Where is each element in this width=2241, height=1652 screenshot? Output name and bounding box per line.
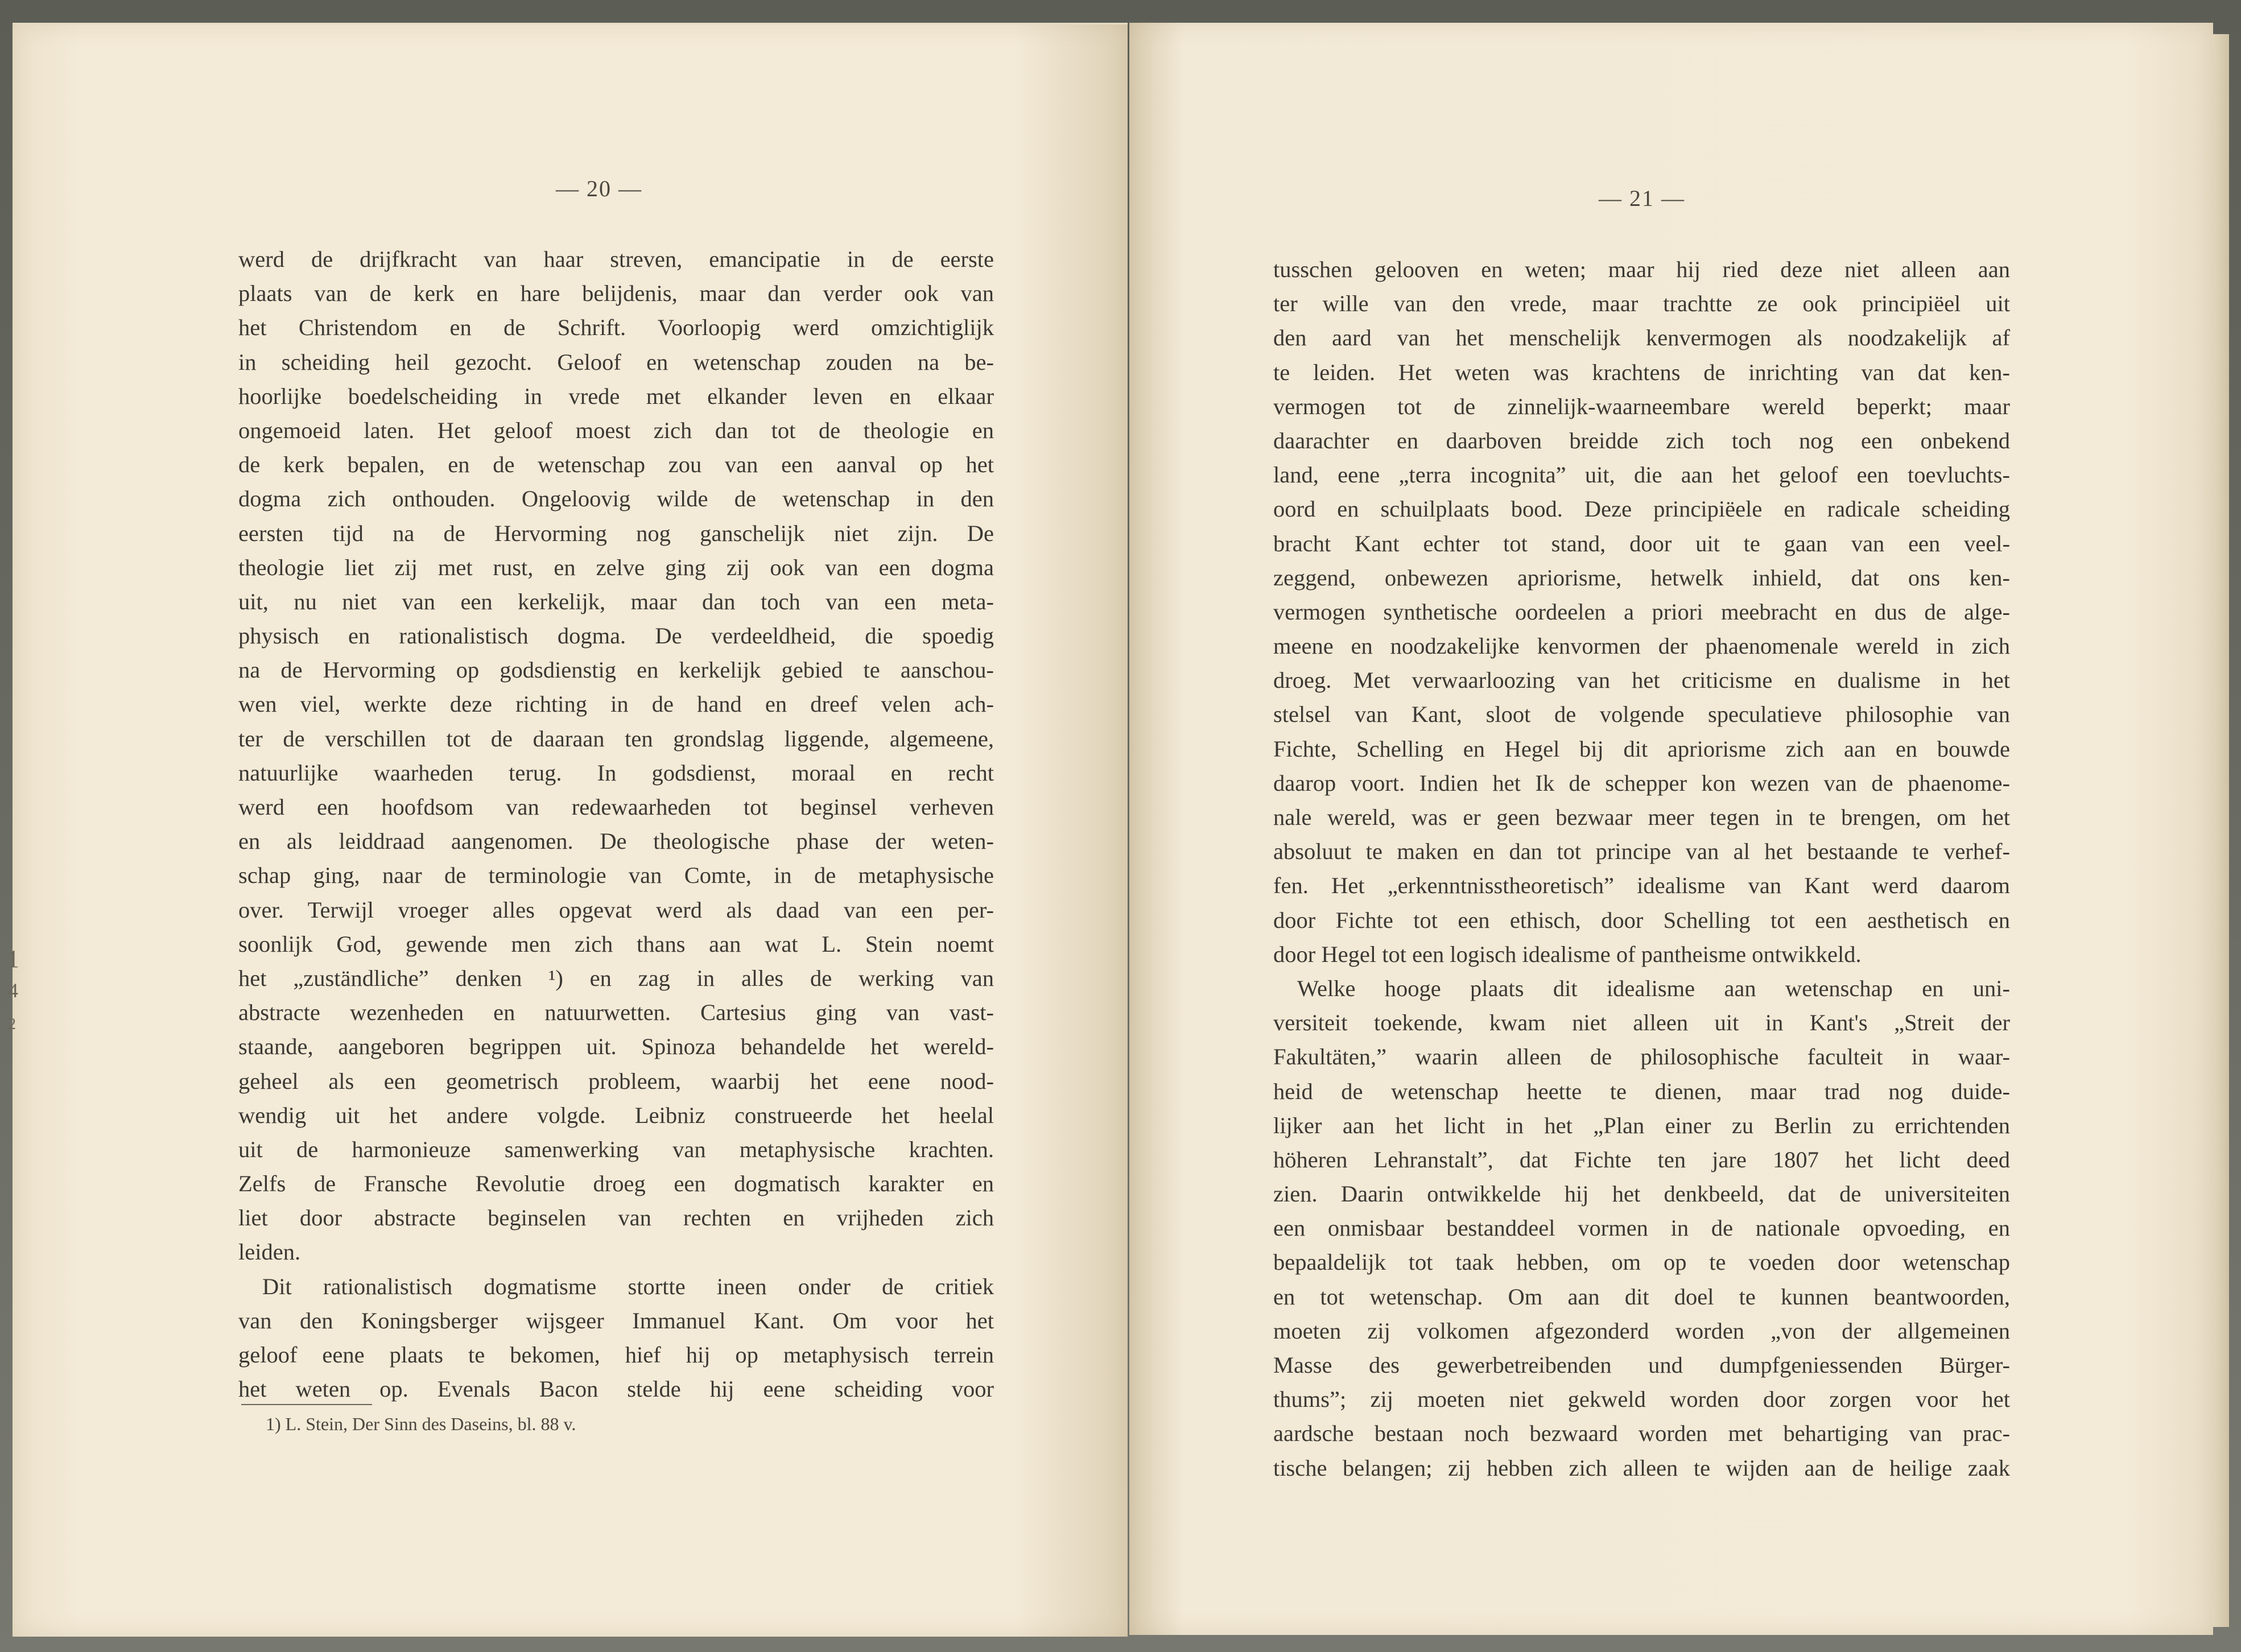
text-line: plaats van de kerk en hare belijdenis, maar dan verder ook van xyxy=(238,280,994,307)
text-line: physisch en rationalistisch dogma. De verdeeldheid, die spoedig xyxy=(238,623,994,649)
text-line: schap ging, naar de terminologie van Comte, in de metaphysische xyxy=(238,862,994,889)
text-line: bracht Kant echter tot stand, door uit te gaan van een veel- xyxy=(1273,530,2010,556)
text-line: heid de wetenschap heette te dienen, maar trad nog duide- xyxy=(1273,1078,2010,1104)
text-line: Zelfs de Fransche Revolutie droeg een dogmatisch karakter en xyxy=(238,1171,994,1197)
text-line: een onmisbaar bestanddeel vormen in de nationale opvoeding, en xyxy=(1273,1215,2010,1241)
text-line: natuurlijke waarheden terug. In godsdienst, moraal en recht xyxy=(238,759,994,786)
text-line: den aard van het menschelijk kenvermogen als noodzakelijk af xyxy=(1273,325,2010,351)
text-line: stelsel van Kant, sloot de volgende speculatieve philosophie van xyxy=(1273,701,2010,728)
right-page xyxy=(1129,23,2213,1635)
text-line: aardsche bestaan noch bezwaard worden met behartiging van prac- xyxy=(1273,1420,2010,1447)
text-line: daarachter en daarboven breidde zich toch nog een onbekend xyxy=(1273,427,2010,453)
text-line: vermogen synthetische oordeelen a priori meebracht en dus de alge- xyxy=(1273,598,2010,625)
body-text xyxy=(1273,253,2010,1485)
text-line: daarop voort. Indien het Ik de schepper kon wezen van de phaenome- xyxy=(1273,770,2010,796)
text-line: werd de drijfkracht van haar streven, emancipatie in de eerste xyxy=(238,246,994,272)
text-line: en als leiddraad aangenomen. De theologische phase der weten- xyxy=(238,828,994,854)
text-line: abstracte wezenheden en natuurwetten. Cartesius ging van vast- xyxy=(238,1000,994,1026)
text-line: lijker aan het licht in het „Plan einer zu Berlin zu errichtenden xyxy=(1273,1112,2010,1138)
page-number: — 20 — xyxy=(556,176,642,201)
text-line: Dit rationalistisch dogmatisme stortte ineen onder de critiek xyxy=(262,1273,994,1299)
text-line: na de Hervorming op godsdienstig en kerkelijk gebied te aanschou- xyxy=(238,657,994,683)
text-line: uit de harmonieuze samenwerking van metaphysische krachten. xyxy=(238,1136,994,1162)
text-line: door Fichte tot een ethisch, door Schelling tot een aesthetisch en xyxy=(1273,907,2010,933)
text-line: wendig uit het andere volgde. Leibniz construeerde het heelal xyxy=(238,1102,994,1128)
text-line: theologie liet zij met rust, en zelve ging zij ook van een dogma xyxy=(238,554,994,580)
text-line: absoluut te maken en dan tot principe van al het bestaande te verhef- xyxy=(1273,839,2010,865)
text-line: höheren Lehranstalt”, dat Fichte ten jare 1807 het licht deed xyxy=(1273,1146,2010,1172)
text-line: het „zuständliche” denken ¹) en zag in alles de werking van xyxy=(238,965,994,991)
text-line: zeggend, onbewezen apriorisme, hetwelk inhield, dat ons ken- xyxy=(1273,564,2010,590)
text-line: soonlijk God, gewende men zich thans aan wat L. Stein noemt xyxy=(238,931,994,957)
text-line: staande, aangeboren begrippen uit. Spinoza behandelde het wereld- xyxy=(238,1034,994,1060)
margin-pencil-mark: 2 xyxy=(8,1015,16,1033)
text-line: land, eene „terra incognita” uit, die aan het geloof een toevluchts- xyxy=(1273,462,2010,488)
text-line: tische belangen; zij hebben zich alleen te wijden aan de heilige zaak xyxy=(1273,1455,2010,1481)
text-line: dogma zich onthouden. Ongeloovig wilde de wetenschap in den xyxy=(238,486,994,512)
text-line: ter de verschillen tot de daaraan ten grondslag liggende, algemeene, xyxy=(238,725,994,751)
text-line: nale wereld, was er geen bezwaar meer tegen in te brengen, om het xyxy=(1273,804,2010,830)
text-line: door Hegel tot een logisch idealisme of pantheisme ontwikkeld. xyxy=(1273,941,1862,967)
text-line: liet door abstracte beginselen van rechten en vrijheden zich xyxy=(238,1205,994,1231)
text-line: in scheiding heil gezocht. Geloof en wetenschap zouden na be- xyxy=(238,349,994,375)
text-line: hoorlijke boedelscheiding in vrede met elkander leven en elkaar xyxy=(238,383,994,409)
text-line: vermogen tot de zinnelijk-waarneembare wereld beperkt; maar xyxy=(1273,393,2010,419)
text-line: bepaaldelijk tot taak hebben, om op te voeden door wetenschap xyxy=(1273,1249,2010,1275)
page-number: — 21 — xyxy=(1599,185,1685,211)
text-line: ter wille van den vrede, maar trachtte ze ook principiëel uit xyxy=(1273,291,2010,317)
text-line: uit, nu niet van een kerkelijk, maar dan toch van een meta- xyxy=(238,588,994,614)
text-line: fen. Het „erkenntnisstheoretisch” idealisme van Kant werd daarom xyxy=(1273,873,2010,899)
text-line: werd een hoofdsom van redewaarheden tot beginsel verheven xyxy=(238,794,994,820)
text-line: moeten zij volkomen afgezonderd worden „von der allgemeinen xyxy=(1273,1318,2010,1344)
footnote: 1) L. Stein, Der Sinn des Daseins, bl. 88 v. xyxy=(266,1414,576,1434)
left-page xyxy=(13,23,1128,1637)
text-line: Fichte, Schelling en Hegel bij dit apriorisme zich aan en bouwde xyxy=(1273,736,2010,762)
text-line: Welke hooge plaats dit idealisme aan wetenschap en uni- xyxy=(1297,975,2010,1001)
text-line: oord en schuilplaats bood. Deze principiëele en radicale scheiding xyxy=(1273,496,2010,522)
text-line: geheel als een geometrisch probleem, waarbij het eene nood- xyxy=(238,1068,994,1094)
text-line: te leiden. Het weten was krachtens de inrichting van dat ken- xyxy=(1273,359,2010,385)
text-line: ongemoeid laten. Het geloof moest zich dan tot de theologie en xyxy=(238,417,994,443)
text-line: van den Koningsberger wijsgeer Immanuel Kant. Om voor het xyxy=(238,1307,994,1333)
text-line: het Christendom en de Schrift. Voorloopig werd omzichtiglijk xyxy=(238,315,994,341)
margin-pencil-mark: 4 xyxy=(8,979,18,1002)
text-line: meene en noodzakelijke kenvormen der phaenomenale wereld in zich xyxy=(1273,633,2010,659)
text-line: geloof eene plaats te bekomen, hief hij op metaphysisch terrein xyxy=(238,1342,994,1368)
text-line: wen viel, werkte deze richting in de hand en dreef velen ach- xyxy=(238,691,994,717)
footnote-rule xyxy=(241,1404,372,1405)
text-line: droeg. Met verwaarloozing van het criticisme en dualisme in het xyxy=(1273,667,2010,693)
text-line: over. Terwijl vroeger alles opgevat werd als daad van een per- xyxy=(238,897,994,923)
text-line: en tot wetenschap. Om aan dit doel te kunnen beantwoorden, xyxy=(1273,1283,2010,1310)
body-text xyxy=(238,242,994,1406)
text-line: het weten op. Evenals Bacon stelde hij eene scheiding voor xyxy=(238,1376,994,1402)
text-line: versiteit toekende, kwam niet alleen uit in Kant's „Streit der xyxy=(1273,1010,2010,1036)
text-line: thums”; zij moeten niet gekweld worden door zorgen voor het xyxy=(1273,1386,2010,1413)
text-line: zien. Daarin ontwikkelde hij het denkbeeld, dat de universiteiten xyxy=(1273,1181,2010,1207)
margin-pencil-mark: 1 xyxy=(7,945,19,973)
text-line: Masse des gewerbetreibenden und dumpfgeniessenden Bürger- xyxy=(1273,1352,2010,1378)
text-line: eersten tijd na de Hervorming nog ganschelijk niet zijn. De xyxy=(238,520,994,546)
text-line: leiden. xyxy=(238,1239,301,1265)
text-line: Fakultäten,” waarin alleen de philosophische faculteit in waar- xyxy=(1273,1044,2010,1070)
text-line: de kerk bepalen, en de wetenschap zou van een aanval op het xyxy=(238,452,994,478)
text-line: tusschen gelooven en weten; maar hij ried deze niet alleen aan xyxy=(1273,257,2010,282)
